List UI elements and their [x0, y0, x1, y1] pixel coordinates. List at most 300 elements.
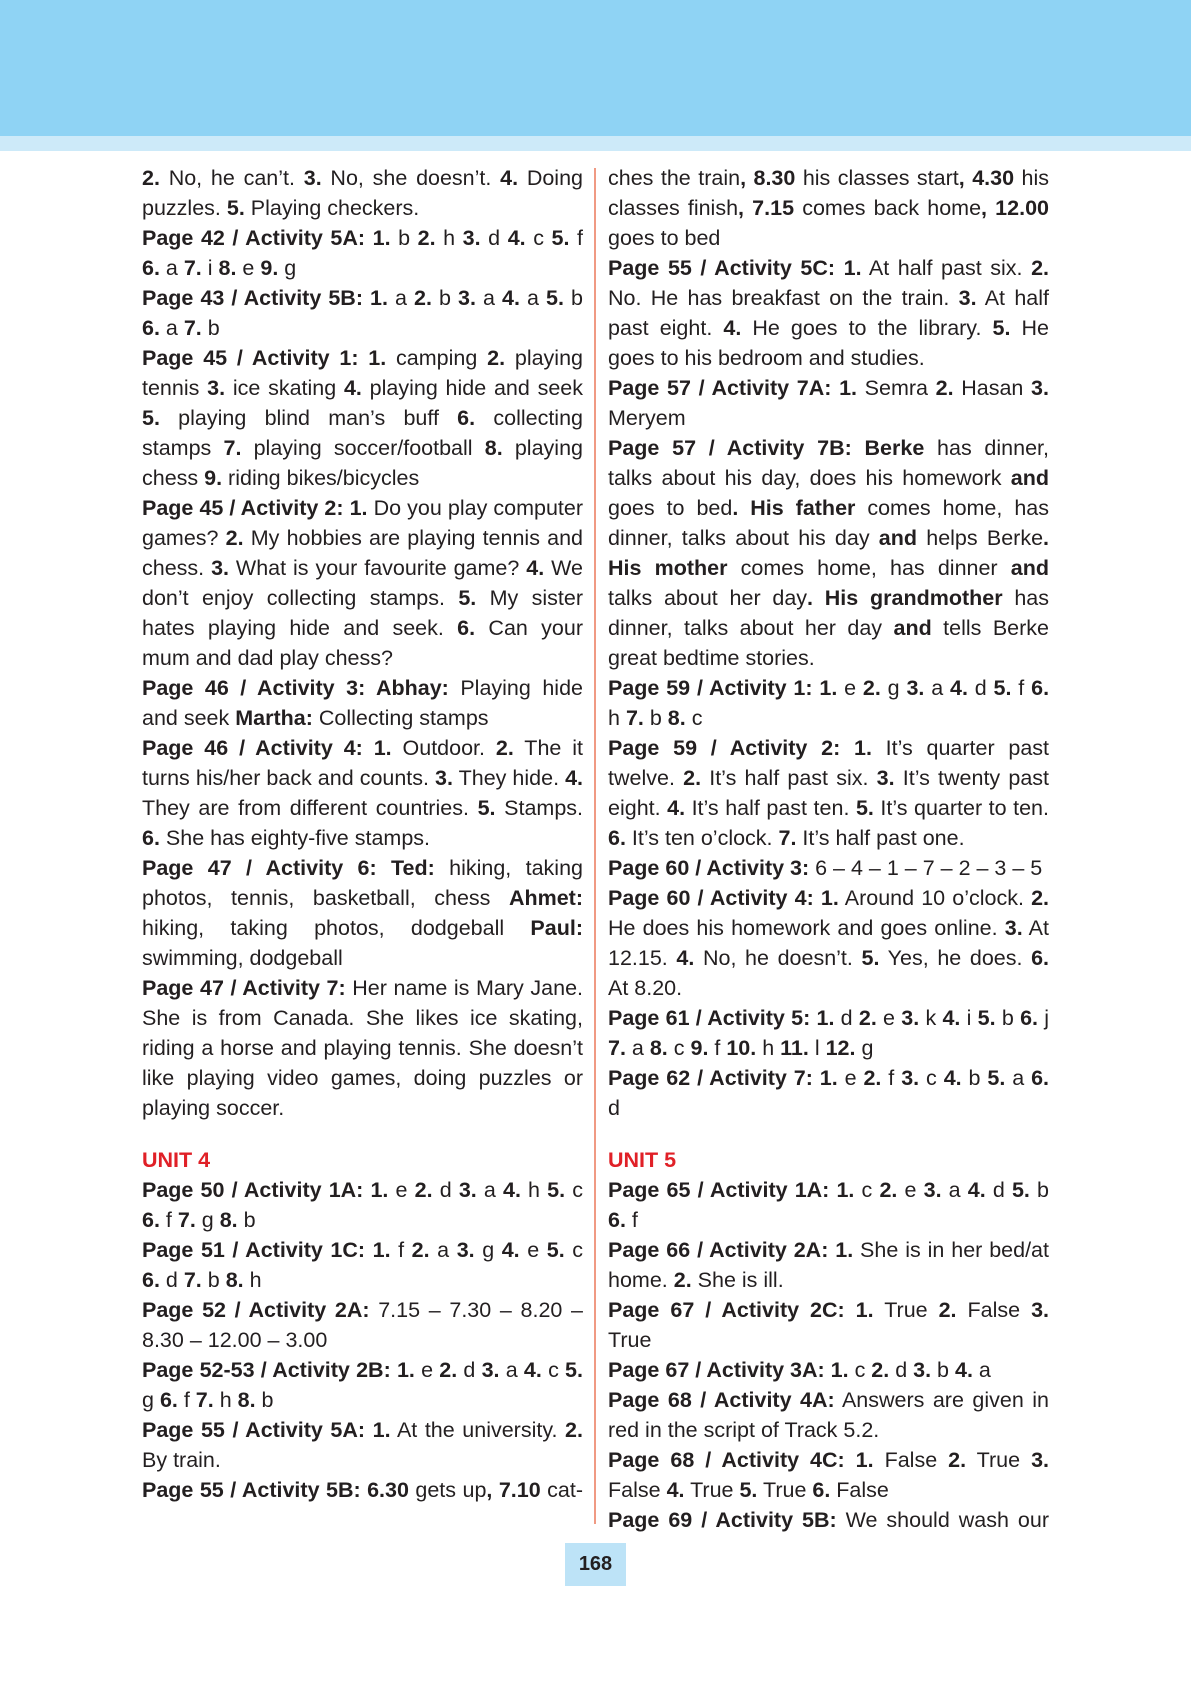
- bold-label: 10.: [726, 1036, 757, 1060]
- bold-label: 8.: [225, 1268, 244, 1292]
- bold-label: 6.: [159, 1388, 178, 1412]
- answer-text: a: [499, 1358, 524, 1382]
- bold-label: 6.: [142, 316, 160, 340]
- answer-text: goes to bed: [608, 496, 733, 520]
- bold-label: Page 69 / Activity 5B:: [608, 1508, 837, 1532]
- answer-text: d: [889, 1358, 914, 1382]
- bold-label: 7.: [183, 256, 202, 280]
- bold-label: Martha:: [235, 706, 313, 730]
- answer-text: l: [808, 1036, 826, 1060]
- bold-label: 5.: [477, 796, 496, 820]
- bold-label: 5.: [458, 586, 477, 610]
- answer-text: b: [431, 286, 459, 310]
- bold-label: 2.: [565, 1418, 583, 1442]
- answer-text: Semra: [857, 376, 936, 400]
- bold-label: . His grandmother: [807, 586, 1003, 610]
- answer-text: collecting stamps: [142, 406, 583, 460]
- bold-label: 6.: [608, 826, 626, 850]
- answer-text: hiking, taking photos, dodgeball: [142, 916, 531, 940]
- answer-text: UNIT 4: [142, 1148, 211, 1172]
- answer-text: c: [541, 1358, 566, 1382]
- bold-label: 6.: [1031, 676, 1050, 700]
- bold-label: 5.: [1011, 1178, 1030, 1202]
- answer-paragraph: [608, 1003, 1049, 1063]
- answer-text: ches the train: [608, 166, 741, 190]
- bold-label: 6.: [142, 1208, 160, 1232]
- answer-text: e: [876, 1006, 902, 1030]
- bold-label: 3.: [901, 1066, 920, 1090]
- bold-label: 6.: [142, 1268, 160, 1292]
- answer-text: f: [569, 226, 584, 250]
- answer-text: b: [255, 1388, 274, 1412]
- answer-text: Can your mum and dad play chess?: [142, 616, 583, 670]
- bold-label: 8.: [667, 706, 686, 730]
- answer-text: It’s half past one.: [796, 826, 965, 850]
- answer-text: comes home, has dinner: [727, 556, 1011, 580]
- bold-label: Page 47 / Activity 7:: [142, 976, 346, 1000]
- bold-label: 9.: [690, 1036, 709, 1060]
- bold-label: 7.: [608, 1036, 626, 1060]
- answer-text: d: [834, 1006, 859, 1030]
- answer-paragraph: [608, 853, 1049, 883]
- answer-paragraph: [142, 1415, 583, 1475]
- answer-text: talks about her day: [608, 586, 808, 610]
- left-column: [142, 163, 583, 1505]
- bold-label: 3.: [906, 676, 925, 700]
- bold-label: 5.: [547, 1178, 566, 1202]
- bold-label: 6.: [457, 406, 476, 430]
- bold-label: 3.: [1031, 1298, 1049, 1322]
- answer-text: They hide.: [452, 766, 566, 790]
- answer-text: b: [237, 1208, 256, 1232]
- answer-paragraph: [608, 1235, 1049, 1295]
- bold-label: 7.: [177, 1208, 196, 1232]
- right-column: [608, 163, 1049, 1535]
- bold-label: 6.: [1031, 946, 1050, 970]
- answer-text: swimming, dodgeball: [142, 946, 343, 970]
- bold-label: 4.: [500, 166, 519, 190]
- bold-label: 8.: [219, 1208, 238, 1232]
- answer-text: comes back home: [794, 196, 982, 220]
- bold-label: Page 42 / Activity 5A: 1.: [142, 226, 391, 250]
- answer-text: b: [201, 316, 220, 340]
- bold-label: 3.: [462, 226, 481, 250]
- bold-label: 3.: [1031, 1448, 1049, 1472]
- answer-text: No, he doesn’t.: [694, 946, 862, 970]
- header-band: [0, 0, 1191, 136]
- bold-label: 5.: [993, 676, 1012, 700]
- answer-text: Yes, he does.: [879, 946, 1032, 970]
- bold-label: Page 51 / Activity 1C: 1.: [142, 1238, 391, 1262]
- answer-text: d: [432, 1178, 459, 1202]
- bold-label: Page 61 / Activity 5: 1.: [608, 1006, 835, 1030]
- answer-text: playing soccer/football: [241, 436, 485, 460]
- bold-label: 2.: [858, 1006, 877, 1030]
- bold-label: 8.: [649, 1036, 668, 1060]
- answer-text: e: [837, 676, 863, 700]
- answer-text: c: [919, 1066, 944, 1090]
- unit-heading: [608, 1145, 1049, 1175]
- answer-text: True: [873, 1298, 939, 1322]
- answer-text: Playing checkers.: [244, 196, 420, 220]
- answer-text: riding bikes/bicycles: [222, 466, 420, 490]
- bold-label: 3.: [923, 1178, 942, 1202]
- answer-paragraph: [608, 1063, 1049, 1123]
- bold-label: 2.: [439, 1358, 458, 1382]
- answer-text: We should wash our: [836, 1508, 1049, 1532]
- bold-label: 4.: [502, 286, 520, 310]
- answer-paragraph: [608, 1505, 1049, 1535]
- bold-label: , 8.30: [740, 166, 796, 190]
- answer-text: comes home, has dinner, talks about his day: [608, 496, 1049, 550]
- bold-label: Page 52 / Activity 2A:: [142, 1298, 370, 1322]
- bold-label: 5.: [855, 796, 874, 820]
- bold-label: 5.: [987, 1066, 1006, 1090]
- answer-text: Outdoor.: [391, 736, 496, 760]
- answer-text: a: [924, 676, 950, 700]
- bold-label: 8.: [237, 1388, 256, 1412]
- answer-text: False: [873, 1448, 949, 1472]
- bold-label: 3.: [913, 1358, 932, 1382]
- answer-text: helps Berke: [917, 526, 1044, 550]
- answer-text: Answers are given in red in the script of Track 5.2.: [608, 1388, 1049, 1442]
- answer-text: goes to bed: [608, 226, 721, 250]
- bold-label: 2.: [1031, 886, 1049, 910]
- bold-label: 2.: [417, 226, 436, 250]
- bold-label: Page 68 / Activity 4C: 1.: [608, 1448, 874, 1472]
- answer-text: It’s quarter to ten.: [873, 796, 1049, 820]
- answer-text: False: [956, 1298, 1032, 1322]
- answer-text: g: [855, 1036, 874, 1060]
- answer-text: h: [213, 1388, 238, 1412]
- column-divider: [594, 168, 596, 1524]
- bold-label: 2.: [935, 376, 954, 400]
- answer-paragraph: [142, 493, 583, 673]
- answer-text: Around 10 o’clock.: [838, 886, 1032, 910]
- bold-label: Page 60 / Activity 3:: [608, 856, 810, 880]
- answer-paragraph: [142, 733, 583, 853]
- answer-text: True: [684, 1478, 740, 1502]
- bold-label: 3.: [303, 166, 322, 190]
- bold-label: 4.: [723, 316, 742, 340]
- answer-text: cat-: [540, 1478, 584, 1502]
- bold-label: 3.: [435, 766, 453, 790]
- answer-text: Doing puzzles.: [142, 166, 583, 220]
- bold-label: 6.: [1020, 1006, 1038, 1030]
- header-strip: [0, 136, 1191, 151]
- answer-text: e: [236, 256, 261, 280]
- bold-label: 5.: [546, 286, 564, 310]
- answer-text: a: [429, 1238, 457, 1262]
- bold-label: 2.: [487, 346, 506, 370]
- bold-label: Page 45 / Activity 2: 1.: [142, 496, 368, 520]
- bold-label: 3.: [876, 766, 895, 790]
- answer-text: his classes start: [795, 166, 959, 190]
- answer-text: At half past six.: [861, 256, 1032, 280]
- bold-label: Page 67 / Activity 3A: 1.: [608, 1358, 849, 1382]
- answer-text: At 8.20.: [608, 976, 683, 1000]
- answer-text: c: [565, 1178, 583, 1202]
- bold-label: Page 45 / Activity 1: 1.: [142, 346, 387, 370]
- answer-text: b: [390, 226, 418, 250]
- answer-paragraph: [142, 1355, 583, 1415]
- bold-label: Page 60 / Activity 4: 1.: [608, 886, 839, 910]
- bold-label: 4.: [943, 1066, 962, 1090]
- answer-paragraph: [142, 283, 583, 343]
- answer-text: He does his homework and goes online.: [608, 916, 1005, 940]
- answer-text: He goes to the library.: [741, 316, 993, 340]
- answer-paragraph: [608, 733, 1049, 853]
- bold-label: 8.: [218, 256, 237, 280]
- bold-label: 2.: [495, 736, 514, 760]
- answer-text: b: [931, 1358, 955, 1382]
- answer-text: ice skating: [225, 376, 344, 400]
- bold-label: 7.: [778, 826, 797, 850]
- bold-label: Page 59 / Activity 1: 1.: [608, 676, 838, 700]
- bold-label: 4.: [950, 676, 968, 700]
- answer-text: No. He has breakfast on the train.: [608, 286, 959, 310]
- answer-text: The it turns his/her back and counts.: [142, 736, 583, 790]
- answer-text: g: [278, 256, 297, 280]
- bold-label: 12.: [825, 1036, 856, 1060]
- answer-text: At 12.15.: [608, 916, 1049, 970]
- answer-text: They are from different countries.: [142, 796, 478, 820]
- answer-text: 6 – 4 – 1 – 7 – 2 – 3 – 5: [809, 856, 1043, 880]
- bold-label: 4.: [343, 376, 362, 400]
- bold-label: Page 66 / Activity 2A: 1.: [608, 1238, 854, 1262]
- answer-text: e: [414, 1358, 440, 1382]
- bold-label: 5.: [142, 406, 160, 430]
- answer-text: She is ill.: [691, 1268, 784, 1292]
- bold-label: 3.: [456, 1238, 475, 1262]
- bold-label: 3.: [958, 286, 977, 310]
- bold-label: Page 50 / Activity 1A: 1.: [142, 1178, 389, 1202]
- bold-label: and: [878, 526, 918, 550]
- bold-label: 2.: [414, 286, 432, 310]
- bold-label: 3.: [207, 376, 226, 400]
- bold-label: 2.: [862, 676, 881, 700]
- answer-text: f: [177, 1388, 196, 1412]
- answer-text: c: [848, 1358, 872, 1382]
- answer-text: d: [985, 1178, 1012, 1202]
- bold-label: 2.: [863, 1066, 882, 1090]
- bold-label: 4.: [954, 1358, 973, 1382]
- bold-label: 2.: [879, 1178, 898, 1202]
- bold-label: 3.: [1004, 916, 1023, 940]
- answer-paragraph: [142, 673, 583, 733]
- answer-text: gets up: [408, 1478, 487, 1502]
- bold-label: 4.: [526, 556, 545, 580]
- bold-label: Page 57 / Activity 7B: Berke: [608, 436, 925, 460]
- answer-paragraph: [608, 1175, 1049, 1235]
- bold-label: 8.: [484, 436, 503, 460]
- bold-label: 3.: [901, 1006, 920, 1030]
- bold-label: 5.: [861, 946, 880, 970]
- answer-text: Meryem: [608, 406, 686, 430]
- bold-label: 5.: [226, 196, 245, 220]
- answer-paragraph: [142, 343, 583, 493]
- answer-text: c: [667, 1036, 691, 1060]
- answer-text: a: [941, 1178, 968, 1202]
- answer-text: playing chess: [142, 436, 583, 490]
- answer-text: g: [195, 1208, 220, 1232]
- answer-text: g: [880, 676, 907, 700]
- answer-text: camping: [386, 346, 488, 370]
- bold-label: 4.: [507, 226, 526, 250]
- answer-text: At half past eight.: [608, 286, 1049, 340]
- answer-text: a: [159, 316, 184, 340]
- bold-label: 7.: [223, 436, 242, 460]
- answer-text: a: [972, 1358, 991, 1382]
- answer-text: d: [159, 1268, 184, 1292]
- answer-text: e: [897, 1178, 924, 1202]
- answer-text: h: [435, 226, 463, 250]
- bold-label: 9.: [204, 466, 223, 490]
- answer-paragraph: [608, 1445, 1049, 1505]
- bold-label: and: [1010, 466, 1049, 490]
- answer-text: My hobbies are playing tennis and chess.: [142, 526, 583, 580]
- answer-text: False: [608, 1478, 667, 1502]
- answer-paragraph: [142, 223, 583, 283]
- answer-text: a: [387, 286, 415, 310]
- bold-label: 6.: [812, 1478, 831, 1502]
- bold-label: and: [1010, 556, 1049, 580]
- answer-text: She is in her bed/at home.: [608, 1238, 1049, 1292]
- bold-label: Ahmet:: [508, 886, 583, 910]
- answer-text: b: [1029, 1178, 1049, 1202]
- bold-label: Page 62 / Activity 7: 1.: [608, 1066, 838, 1090]
- bold-label: 6.: [457, 616, 476, 640]
- bold-label: Page 52-53 / Activity 2B: 1.: [142, 1358, 415, 1382]
- answer-text: At the university.: [390, 1418, 566, 1442]
- answer-text: Do you play computer games?: [142, 496, 584, 550]
- answer-text: My sister hates playing hide and seek.: [142, 586, 583, 640]
- answer-text: a: [1005, 1066, 1032, 1090]
- answer-text: i: [201, 256, 219, 280]
- unit-heading: [142, 1145, 583, 1175]
- bold-label: 9.: [260, 256, 279, 280]
- answer-text: e: [519, 1238, 547, 1262]
- answer-text: UNIT 5: [608, 1148, 677, 1172]
- answer-text: h: [608, 706, 626, 730]
- bold-label: , 4.30: [958, 166, 1015, 190]
- bold-label: Page 55 / Activity 5B: 6.30: [142, 1478, 409, 1502]
- bold-label: Page 46 / Activity 4: 1.: [142, 736, 392, 760]
- bold-label: 11.: [780, 1036, 809, 1060]
- answer-text: c: [525, 226, 552, 250]
- bold-label: 4.: [676, 946, 695, 970]
- bold-label: 2.: [683, 766, 702, 790]
- bold-label: 3.: [481, 1358, 500, 1382]
- answer-text: She has eighty-five stamps.: [159, 826, 431, 850]
- bold-label: Page 46 / Activity 3: Abhay:: [142, 676, 449, 700]
- bold-label: 6.: [142, 256, 160, 280]
- answer-paragraph: [142, 1475, 583, 1505]
- answer-text: f: [159, 1208, 178, 1232]
- answer-paragraph: [142, 1175, 583, 1235]
- answer-paragraph: [142, 163, 583, 223]
- bold-label: 2.: [142, 166, 160, 190]
- answer-paragraph: [142, 1295, 583, 1355]
- answer-paragraph: [608, 1385, 1049, 1445]
- bold-label: Paul:: [530, 916, 583, 940]
- bold-label: 6.: [142, 826, 160, 850]
- answer-text: a: [475, 286, 503, 310]
- bold-label: 7.: [195, 1388, 214, 1412]
- answer-text: It’s half past six.: [701, 766, 877, 790]
- answer-text: d: [457, 1358, 482, 1382]
- answer-text: c: [685, 706, 703, 730]
- bold-label: 2.: [225, 526, 244, 550]
- bold-label: Page 68 / Activity 4A:: [608, 1388, 835, 1412]
- bold-label: 5.: [551, 226, 570, 250]
- answer-text: d: [480, 226, 508, 250]
- answer-text: It’s twenty past eight.: [608, 766, 1050, 820]
- answer-paragraph: [608, 1355, 1049, 1385]
- answer-text: c: [564, 1238, 584, 1262]
- bold-label: 2.: [948, 1448, 967, 1472]
- bold-label: 6.: [608, 1208, 626, 1232]
- answer-text: False: [830, 1478, 889, 1502]
- bold-label: 4.: [666, 1478, 685, 1502]
- answer-text: k: [919, 1006, 943, 1030]
- bold-label: 5.: [546, 1238, 565, 1262]
- answer-text: d: [967, 676, 994, 700]
- bold-label: Page 43 / Activity 5B: 1.: [142, 286, 388, 310]
- answer-text: By train.: [142, 1448, 221, 1472]
- answer-text: a: [519, 286, 547, 310]
- bold-label: Page 55 / Activity 5A: 1.: [142, 1418, 391, 1442]
- bold-label: 5.: [565, 1358, 583, 1382]
- answer-text: f: [708, 1036, 727, 1060]
- answer-text: g: [474, 1238, 502, 1262]
- answer-paragraph: [608, 1295, 1049, 1355]
- answer-text: b: [563, 286, 583, 310]
- answer-text: b: [643, 706, 668, 730]
- answer-text: True: [966, 1448, 1032, 1472]
- answer-text: playing blind man’s buff: [159, 406, 458, 430]
- answer-text: f: [625, 1208, 638, 1232]
- answer-text: It’s half past ten.: [685, 796, 856, 820]
- bold-label: 4.: [967, 1178, 986, 1202]
- bold-label: . His father: [732, 496, 856, 520]
- answer-text: b: [961, 1066, 988, 1090]
- bold-label: 6.: [1031, 1066, 1050, 1090]
- answer-text: j: [1038, 1006, 1050, 1030]
- answer-text: Stamps.: [495, 796, 583, 820]
- answer-paragraph: [608, 253, 1049, 373]
- answer-text: Playing hide and seek: [142, 676, 583, 730]
- answer-text: a: [625, 1036, 650, 1060]
- answer-text: h: [756, 1036, 781, 1060]
- answer-text: b: [995, 1006, 1021, 1030]
- bold-label: 3.: [211, 556, 229, 580]
- bold-label: 4.: [667, 796, 686, 820]
- bold-label: , 12.00: [981, 196, 1049, 220]
- bold-label: Page 55 / Activity 5C: 1.: [608, 256, 862, 280]
- answer-text: It’s quarter past twelve.: [608, 736, 1050, 790]
- answer-text: e: [388, 1178, 415, 1202]
- bold-label: 5.: [739, 1478, 758, 1502]
- answer-text: Collecting stamps: [312, 706, 489, 730]
- answer-text: Hasan: [953, 376, 1032, 400]
- answer-paragraph: [142, 1235, 583, 1295]
- answer-text: True: [608, 1328, 652, 1352]
- answer-text: No, she doesn’t.: [321, 166, 501, 190]
- bold-label: Page 57 / Activity 7A: 1.: [608, 376, 857, 400]
- answer-text: d: [608, 1096, 620, 1120]
- answer-text: has dinner, talks about her day: [608, 586, 1050, 640]
